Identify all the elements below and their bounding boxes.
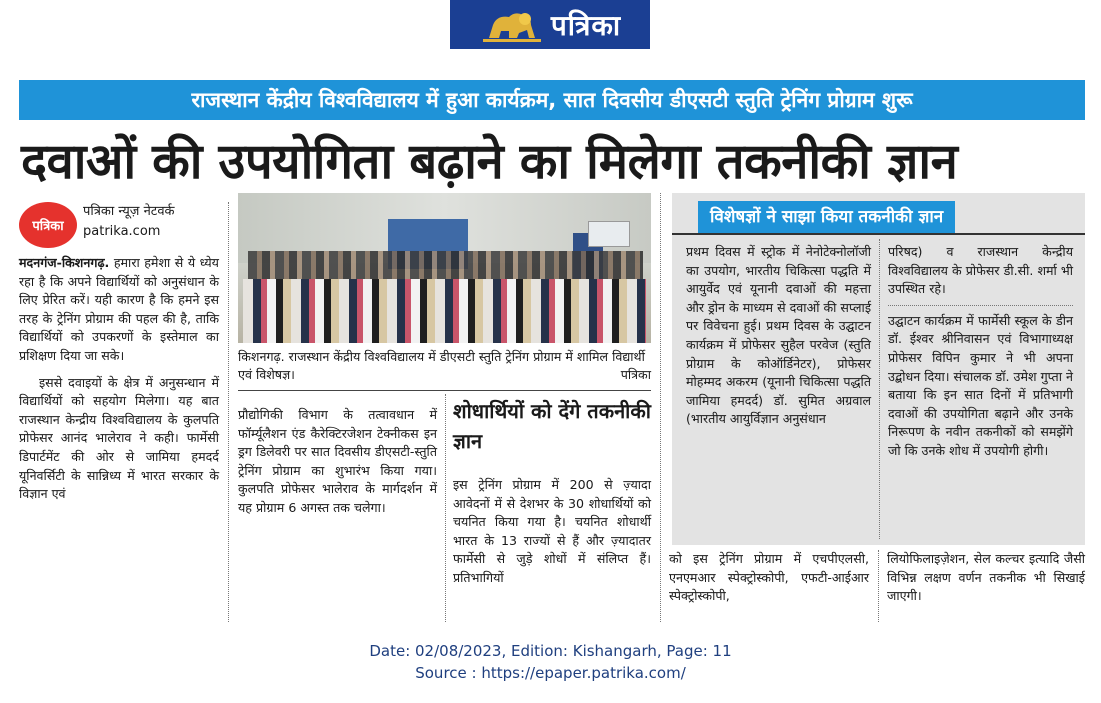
headline: दवाओं की उपयोगिता बढ़ाने का मिलेगा तकनीकी ज्ञान (21, 133, 958, 190)
kicker-banner: राजस्थान केंद्रीय विश्वविद्यालय में हुआ कार्यक्रम, सात दिवसीय डीएसटी स्तुति ट्रेनिंग प्रोग्राम शुरू (19, 80, 1085, 120)
experts-box (672, 193, 1085, 545)
subheading: शोधार्थियों को देंगे तकनीकी ज्ञान (453, 399, 651, 453)
experts-col-b-part-2: उद्घाटन कार्यक्रम में फार्मेसी स्कूल के डीन डॉ. ईश्वर श्रीनिवासन एवं विभागाध्यक्ष प्रोफेसर विपिन कुमार ने भी अपना उद्बोधन दिया। संचालक डॉ. उमेश गुप्ता ने बताया कि इन सात दिनों में प्रतिभागी दवाओं की उपयोगिता बढ़ाने और उनके निरूपण के नवीन तकनीकों को समझेंगे जो कि उनके शोध में उपयोगी होगी। (888, 305, 1073, 461)
box-divider (672, 233, 1085, 235)
byline-network: पत्रिका न्यूज़ नेटवर्क (83, 204, 175, 219)
column-3-text: इस ट्रेनिंग प्रोग्राम में 200 से ज़्यादा आवेदनों में से देशभर के 30 शोधार्थियों को चयनित किया गया है। चयनित शोधार्थी भारत के 13 राज्यों से हैं और ज़्यादातर फार्मेसी से जुड़े शोधों में संलिप्त हैं। प्रतिभागियों (453, 477, 651, 585)
dateline: मदनगंज-किशनगढ़. (19, 255, 110, 270)
photo-caption (238, 348, 651, 384)
byline-site: patrika.com (83, 224, 161, 239)
masthead (450, 0, 650, 49)
source-footer (0, 640, 1101, 684)
byline (83, 202, 223, 242)
source-date-line: Date: 02/08/2023, Edition: Kishangarh, Page: 11 (369, 642, 732, 660)
brand-name: पत्रिका (550, 8, 622, 42)
experts-box-title: विशेषज्ञों ने साझा किया तकनीकी ज्ञान (698, 201, 955, 233)
paragraph-2: इससे दवाइयों के क्षेत्र में अनुसन्धान में विद्यार्थियों को सहयोग मिलेगा। यह बात राजस्थान केन्द्रीय विश्वविद्यालय के कुलपति प्रोफेसर आनंद भालेराव ने कही। फार्मेसी डिपार्टमेंट की ओर से जामिया हमदर्द यूनिवर्सिटी के सान्निध्य में भारत सरकार के विज्ञान एवं (19, 374, 219, 502)
column-divider (445, 394, 446, 622)
lion-logo-icon (479, 5, 545, 45)
experts-col-a: प्रथम दिवस में स्ट्रोक में नेनोटेक्नोलॉजी का उपयोग, भारतीय चिकित्सा पद्धति में आयुर्वेद एवं यूनानी दवाओं की महत्ता और ड्रोन के माध्यम से दवाओं की सप्लाई पर विवेचना हुई। प्रथम दिवस के उद्घाटन कार्यक्रम में प्रोफेसर सुहैल परवेज (स्तुति प्रोग्राम के कोऑर्डिनेटर), प्रोफेसर मोहम्मद अकरम (यूनानी चिकित्सा पद्धति जामिया हमदर्द) डॉ. सुमित अग्रवाल (भारतीय आयुर्विज्ञान अनुसंधान (686, 244, 871, 427)
experts-col-b (888, 243, 1073, 461)
caption-text: किशनगढ़. राजस्थान केंद्रीय विश्वविद्यालय में डीएसटी स्तुति ट्रेनिंग प्रोग्राम में शामिल विद्यार्थी एवं विशेषज्ञ। (238, 349, 645, 382)
experts-col-b-part-1: परिषद) व राजस्थान केन्द्रीय विश्वविद्यालय के प्रोफेसर डी.सी. शर्मा भी उपस्थित रहे। (888, 244, 1073, 297)
bottom-right-text: लियोफिलाइज़ेशन, सेल कल्चर इत्यादि जैसी विभिन्न लक्षण वर्णन तकनीक भी सिखाई जाएगी। (887, 551, 1085, 604)
column-2-text: प्रौद्योगिकी विभाग के तत्वावधान में फॉर्म्यूलैशन एंड कैरेक्टिरजेशन टेक्नीकस इन ड्रग डिलेवरी पर सात दिवसीय डीएसटी-स्तुति ट्रेनिंग प्रोग्राम का शुभारंभ किया गया। कुलपति प्रोफेसर भालेराव के मार्गदर्शन में यह प्रोग्राम 6 अगस्त तक चलेगा। (238, 407, 437, 515)
column-divider (660, 193, 661, 622)
group-photo (238, 193, 651, 343)
patrika-badge: पत्रिका (19, 202, 77, 248)
paragraph-1-body: हमारा हमेशा से ये ध्येय रहा है कि अपने विद्यार्थियों को अनुसंधान के लिए प्रेरित करें। यही कारण है कि हमने इस तरह के ट्रेनिंग प्रोग्राम की पहल की है, ताकि विद्यार्थियों को उपकरणों के इस्तेमाल का प्रशिक्षण दिया जा सके। (19, 255, 219, 363)
column-1-text (19, 254, 219, 504)
paragraph-1 (19, 254, 219, 366)
news-clipping (19, 76, 1085, 622)
column-divider (228, 202, 229, 622)
caption-divider (238, 390, 651, 391)
photo-credit: पत्रिका (620, 367, 651, 382)
bottom-left-text: को इस ट्रेनिंग प्रोग्राम में एचपीएलसी, एनएमआर स्पेक्ट्रोस्कोपी, एफटी-आईआर स्पेक्ट्रोस्कोपी, (669, 551, 869, 604)
box-column-divider (879, 239, 880, 539)
source-url-line: Source : https://epaper.patrika.com/ (415, 664, 686, 682)
column-divider (878, 550, 879, 622)
